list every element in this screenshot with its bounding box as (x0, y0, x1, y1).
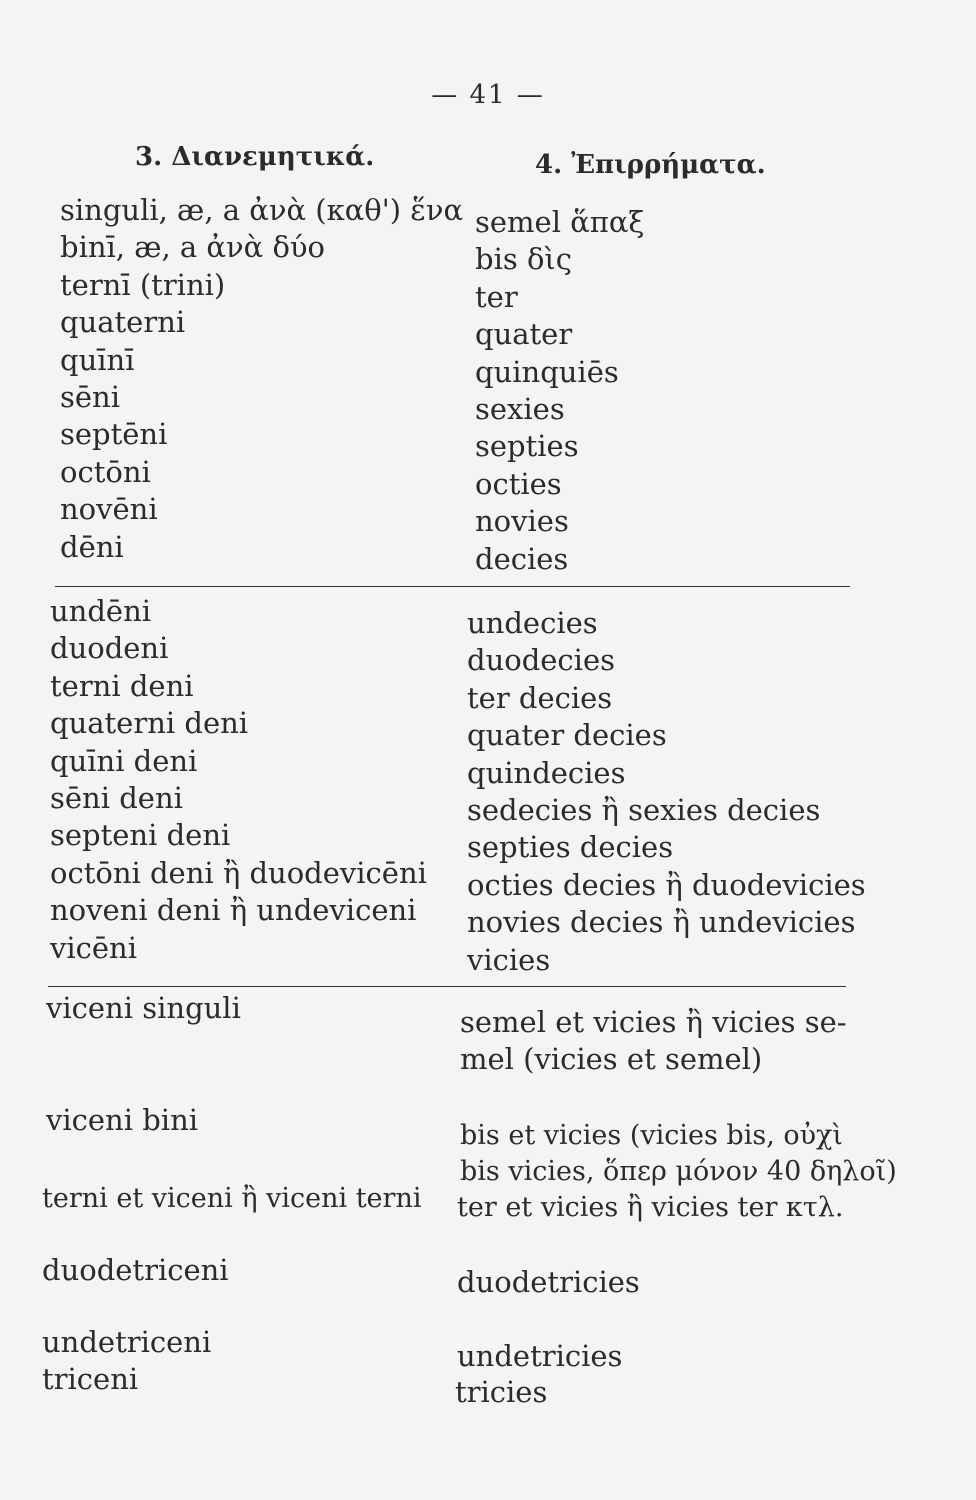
list-item: septies decies (467, 830, 674, 865)
list-item: quinquiēs (475, 354, 619, 389)
list-item: terni et viceni ἢ viceni terni (42, 1183, 422, 1214)
list-item: ter decies (467, 680, 613, 715)
list-item: novies decies ἢ undevicies (467, 905, 856, 940)
list-item: septēni (60, 417, 168, 452)
heading-distributives: 3. Διανεμητικά. (135, 142, 375, 172)
list-item: sēni deni (50, 780, 183, 815)
list-item: bis vicies, ὅπερ μόνον 40 δηλοῖ) (460, 1156, 897, 1187)
section1-left-column (60, 192, 463, 566)
list-item: sedecies ἢ sexies decies (467, 792, 821, 827)
list-item: mel (vicies et semel) (460, 1042, 763, 1076)
list-item: triceni (42, 1362, 139, 1396)
list-item: binī, æ, a ἀνὰ δύο (60, 230, 325, 265)
list-item: undetricies (457, 1339, 623, 1373)
list-item: noveni deni ἢ undeviceni (50, 893, 417, 928)
list-item: quīni deni (50, 743, 198, 778)
list-item: undēni (50, 594, 152, 628)
section2-left-column (50, 593, 427, 967)
list-item: novies (475, 504, 569, 539)
list-item: novēni (60, 492, 158, 527)
list-item: octies decies ἢ duodevicies (467, 867, 866, 902)
list-item: sēni (60, 379, 120, 414)
list-item: ternī (trini) (60, 267, 226, 302)
page-number: — 41 — (431, 80, 545, 110)
list-item: duodecies (467, 643, 615, 678)
list-item: semel et vicies ἢ vicies se- (460, 1005, 847, 1039)
list-item: vicēni (50, 930, 138, 965)
list-item: viceni bini (46, 1103, 199, 1137)
list-item: sexies (475, 391, 565, 426)
section1-right-column (475, 204, 644, 578)
list-item: bis δὶς (475, 242, 573, 277)
list-item: octōni deni ἢ duodevicēni (50, 855, 427, 890)
list-item: quater (475, 317, 573, 352)
list-item: duodetriceni (42, 1253, 229, 1287)
list-item: duodeni (50, 631, 169, 666)
list-item: quindecies (467, 755, 626, 790)
list-item: quaterni (60, 305, 186, 340)
divider (48, 986, 846, 987)
list-item: quater decies (467, 718, 667, 753)
list-item: dēni (60, 529, 124, 564)
list-item: duodetricies (457, 1265, 640, 1299)
list-item: decies (475, 541, 569, 576)
divider (55, 586, 850, 587)
list-item: ter (475, 279, 518, 314)
list-item: quaterni deni (50, 706, 249, 741)
list-item: undecies (467, 606, 598, 640)
heading-adverbs: 4. Ἐπιρρήματα. (535, 150, 766, 180)
list-item: singuli, æ, a ἀνὰ (καθ') ἕνα (60, 193, 464, 227)
section2-right-column (467, 605, 866, 979)
list-item: quīnī (60, 342, 135, 377)
list-item: septeni deni (50, 818, 231, 853)
list-item: octies (475, 466, 562, 501)
list-item: octōni (60, 454, 151, 489)
list-item: septies (475, 429, 579, 464)
list-item: tricies (455, 1375, 548, 1409)
list-item: undetriceni (42, 1325, 212, 1359)
list-item: bis et vicies (vicies bis, οὐχὶ (460, 1120, 843, 1151)
list-item: semel ἅπαξ (475, 205, 645, 239)
list-item: ter et vicies ἢ vicies ter κτλ. (457, 1192, 844, 1223)
list-item: viceni singuli (46, 991, 241, 1025)
list-item: vicies (467, 942, 551, 977)
list-item: terni deni (50, 668, 194, 703)
